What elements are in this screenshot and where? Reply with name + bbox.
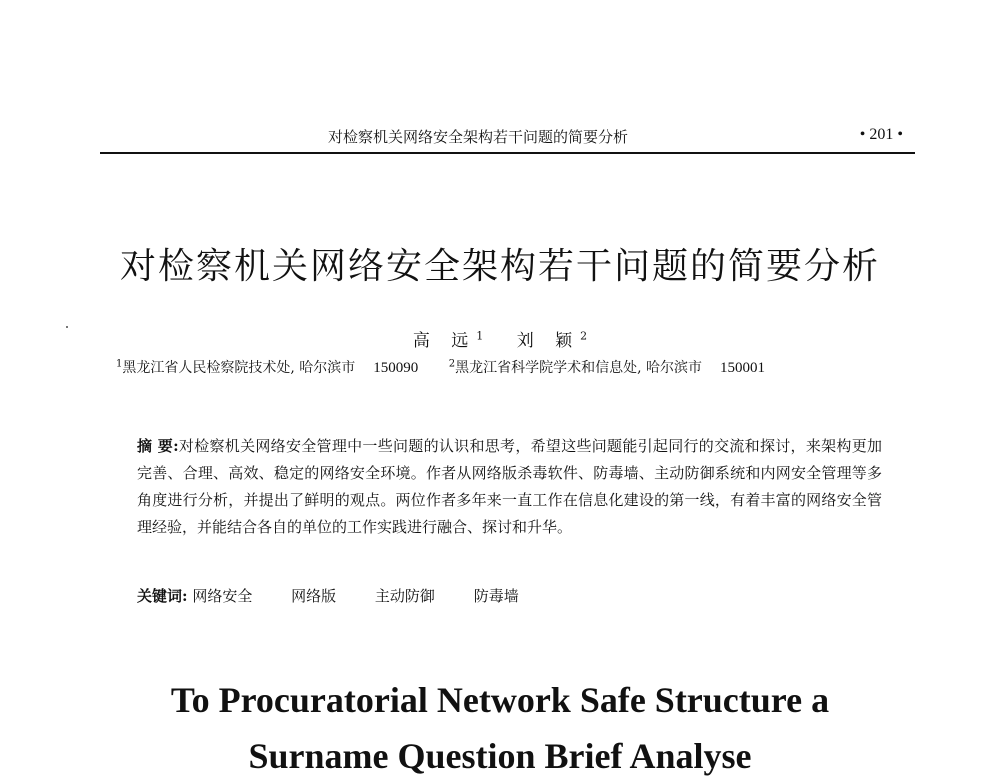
keywords-label: 关键词: <box>137 587 188 605</box>
english-title <box>0 672 1000 784</box>
keyword: 防毒墙 <box>473 587 519 605</box>
abstract-text: 对检察机关网络安全管理中一些问题的认识和思考，希望这些问题能引起同行的交流和探讨，来架构更加完善、合理、高效、稳定的网络安全环境。作者从网络版杀毒软件、防毒墙、主动防御系统和内网安全管理等多角度进行分析，并提出了鲜明的观点。两位作者多年来一直工作在信息化建设的第一线，有着丰富的网络安全管理经验，并能结合各自的单位的工作实践进行融合、探讨和升华。 <box>137 437 882 536</box>
affiliation: $^1$黑龙江省人民检察院技术处, 哈尔滨市 150090 <box>116 358 419 376</box>
affiliation: $^2$黑龙江省科学院学术和信息处, 哈尔滨市 150001 <box>448 358 766 376</box>
author-list <box>0 326 1000 351</box>
keyword: 网络版 <box>291 587 337 605</box>
author: 高 远$^1$ <box>412 329 484 351</box>
affiliation-list <box>116 357 996 377</box>
english-title-line: Surname Question Brief Analyse <box>248 736 752 776</box>
abstract <box>137 433 882 541</box>
running-title: 对检察机关网络安全架构若干问题的简要分析 <box>328 128 629 146</box>
keyword: 网络安全 <box>192 587 253 605</box>
running-header <box>100 122 915 154</box>
page-number: • 201 • <box>859 126 903 143</box>
paper-title: 对检察机关网络安全架构若干问题的简要分析 <box>119 246 880 287</box>
abstract-label: 摘 要: <box>137 437 179 455</box>
keyword: 主动防御 <box>374 587 435 605</box>
english-title-line: To Procuratorial Network Safe Structure a <box>170 680 830 720</box>
author: 刘 颖$^2$ <box>516 329 588 351</box>
keywords <box>137 585 553 606</box>
